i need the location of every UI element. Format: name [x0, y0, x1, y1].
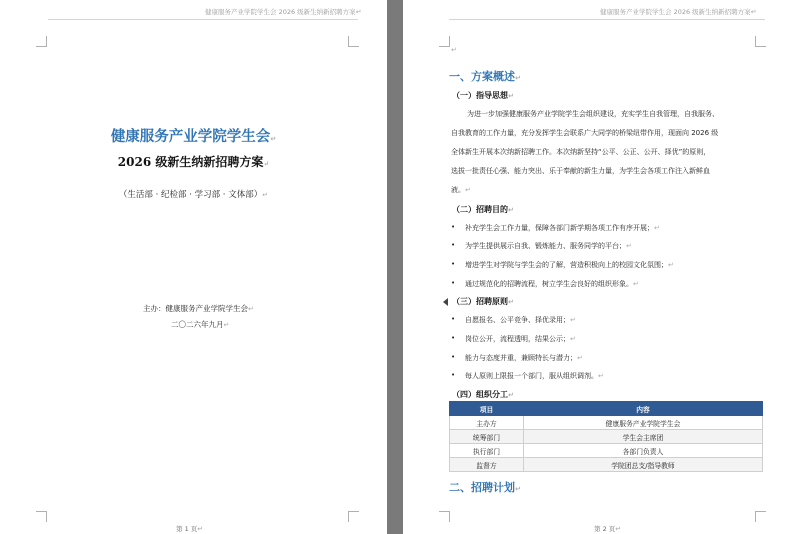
crop-mark — [755, 511, 766, 522]
table-header-row — [450, 402, 763, 416]
list-item: • 为学生提供展示自我、锻炼能力、服务同学的平台；↵ — [465, 241, 632, 251]
table-cell: 健康服务产业学院学生会 — [524, 416, 763, 430]
table-header-cell: 项目 — [450, 402, 524, 416]
crop-mark — [439, 36, 450, 47]
crop-mark — [348, 511, 359, 522]
page-footer: 第 2 页↵ — [594, 525, 622, 533]
table-header-cell: 内容 — [524, 402, 763, 416]
page-footer: 第 1 页↵ — [176, 525, 204, 533]
subheading-division: （四）组织分工↵ — [452, 390, 514, 399]
page-header: 健康服务产业学院学生会 2026 级新生纳新招聘方案↵ — [205, 8, 362, 16]
header-divider — [48, 19, 358, 20]
crop-mark — [439, 511, 450, 522]
subheading-principles: （三）招聘原则↵ — [452, 297, 514, 306]
cover-departments: （生活部 · 纪检部 · 学习部 · 文体部）↵ — [118, 190, 269, 200]
empty-paragraph-mark: ↵ — [451, 46, 457, 54]
crop-mark — [36, 511, 47, 522]
subheading-guiding-idea: （一）指导思想↵ — [452, 91, 514, 100]
header-divider — [449, 19, 765, 20]
list-item: • 能力与态度并重，兼顾特长与潜力；↵ — [465, 353, 583, 363]
page-header: 健康服务产业学院学生会 2026 级新生纳新招聘方案↵ — [600, 8, 757, 16]
organization-table — [449, 401, 763, 472]
table-cell: 主办方 — [450, 416, 524, 430]
list-item: • 岗位公开，流程透明，结果公示；↵ — [465, 334, 576, 344]
page-2 — [403, 0, 800, 534]
table-row — [450, 430, 763, 444]
page-1 — [0, 0, 387, 534]
list-item: • 自愿报名、公平竞争、择优录用；↵ — [465, 315, 576, 325]
table-cell: 学院团总支/指导教师 — [524, 458, 763, 472]
table-cell: 各部门负责人 — [524, 444, 763, 458]
table-cell: 统筹部门 — [450, 430, 524, 444]
list-item: • 增进学生对学院与学生会的了解，营造积极向上的校园文化氛围；↵ — [465, 260, 674, 270]
list-item: • 通过规范化的招聘流程，树立学生会良好的组织形象。↵ — [465, 279, 639, 289]
table-cell: 执行部门 — [450, 444, 524, 458]
collapse-triangle-icon[interactable] — [443, 298, 448, 306]
section-heading-plan: 二、招聘计划↵ — [449, 481, 521, 494]
cover-title: 健康服务产业学院学生会↵ — [110, 129, 277, 145]
cover-date: 二〇二六年九月↵ — [171, 320, 230, 329]
table-cell: 学生会主席团 — [524, 430, 763, 444]
list-item: • 每人原则上限报一个部门，服从组织调剂。↵ — [465, 371, 604, 381]
crop-mark — [755, 36, 766, 47]
section-heading-overview: 一、方案概述↵ — [449, 70, 521, 83]
crop-mark — [36, 36, 47, 47]
table-row — [450, 444, 763, 458]
subheading-purpose: （二）招聘目的↵ — [452, 205, 514, 214]
list-item: • 补充学生会工作力量，保障各部门新学期各项工作有序开展；↵ — [465, 223, 660, 233]
guiding-idea-paragraph: 为进一步加强健康服务产业学院学生会组织建设，充实学生自我管理，自我服务、 自我教育的工作力量，充分发挥学生会联系广大同学的桥梁纽带作用，现面向 2026 级 全体新生开展本次纳新招聘工作。本次纳新坚持“公平、公正、公开、择优”的原则， 选拔一批责任心强、能力突出、乐于奉献的新生力量，为学生会各项工作注入新鲜血 液。↵ — [451, 110, 719, 194]
table-row — [450, 458, 763, 472]
table-row — [450, 416, 763, 430]
crop-mark — [348, 36, 359, 47]
cover-organizer: 主办：健康服务产业学院学生会↵ — [143, 304, 254, 313]
cover-subtitle: 2026 级新生纳新招聘方案↵ — [117, 155, 270, 169]
table-cell: 监督方 — [450, 458, 524, 472]
